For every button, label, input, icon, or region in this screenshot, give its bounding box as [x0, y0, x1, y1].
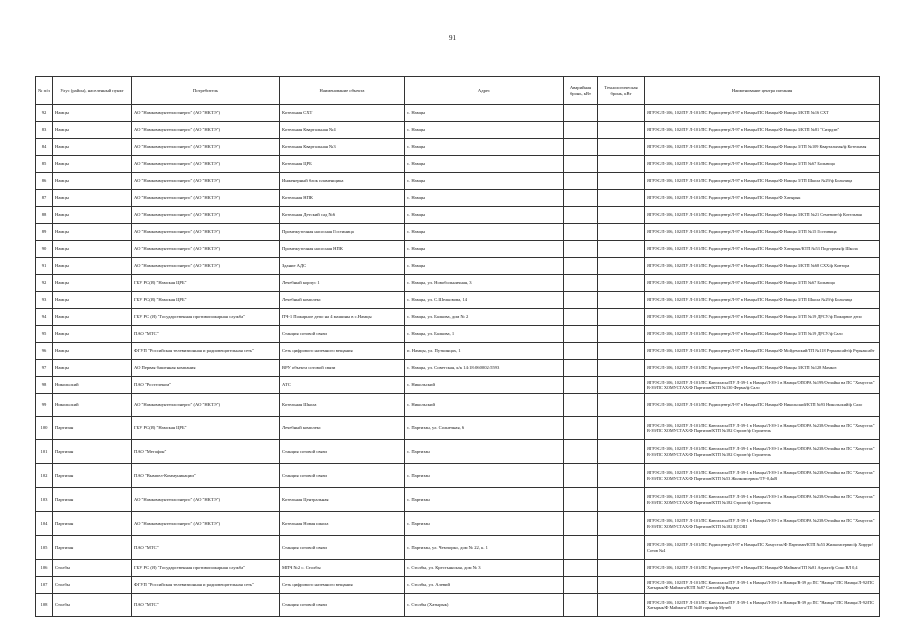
address: с. Столбы, ул. Крестьянская, дом № 3: [405, 560, 564, 577]
emergency-reserve: [564, 275, 598, 292]
table-row: [36, 156, 880, 173]
locality: Намцы: [53, 105, 132, 122]
emergency-reserve: [564, 190, 598, 207]
row-number: 96: [36, 343, 53, 360]
emergency-reserve: [564, 377, 598, 394]
table-row: [36, 139, 880, 156]
table-row: [36, 258, 880, 275]
object-name: АТС: [280, 377, 405, 394]
object-name: МПЧ №2 с. Столбы: [280, 560, 405, 577]
tech-reserve: [598, 207, 645, 224]
address: с. Намцы, ул. Новобольничная, 3: [405, 275, 564, 292]
object-name: Промежуточная насосная Гостиница: [280, 224, 405, 241]
object-name: Станция сотовой связи: [280, 464, 405, 488]
power-supply-center: ЯГРЭС/Л-106, 102/ПУ Л-101/ПС Радиоцентр/Л-97 в Намцы/ПС Намцы/Ф Никольский/КТП №93 Никольский/ф Сало: [645, 394, 880, 417]
column-header: Наименование центра питания: [645, 77, 880, 105]
object-name: Лечебный корпус 1: [280, 275, 405, 292]
address: с. Столбы (Хатырык): [405, 594, 564, 617]
tech-reserve: [598, 594, 645, 617]
table-row: [36, 512, 880, 536]
locality: Намцы: [53, 292, 132, 309]
power-supply-center: ЯГРЭС/Л-106, 102/ПУ Л-101/ПС Радиоцентр/Л-97 в Намцы/ПС Намцы/Ф Мойдемский/ТП №118 Ртрыаксайт/ф Ртрыаксайт: [645, 343, 880, 360]
power-supply-center: ЯГРЭС/Л-106, 102/ПУ Л-101/ПС Радиоцентр/Л-97 в Намцы/ПС Намцы/Ф Намцы 3/ТП №67 Больница: [645, 275, 880, 292]
object-name: Котельная НПК: [280, 190, 405, 207]
table-row: [36, 224, 880, 241]
table-body: [36, 105, 880, 617]
row-number: 101: [36, 440, 53, 464]
locality: Намцы: [53, 360, 132, 377]
table-row: [36, 207, 880, 224]
object-name: Станция сотовой связи: [280, 326, 405, 343]
object-name: Станция сотовой связи: [280, 594, 405, 617]
object-name: Станция сотовой связи: [280, 440, 405, 464]
tech-reserve: [598, 560, 645, 577]
locality: Столбы: [53, 577, 132, 594]
row-number: 88: [36, 207, 53, 224]
table-row: [36, 577, 880, 594]
emergency-reserve: [564, 512, 598, 536]
locality: Партизан: [53, 488, 132, 512]
row-number: 89: [36, 224, 53, 241]
tech-reserve: [598, 258, 645, 275]
emergency-reserve: [564, 241, 598, 258]
consumer: ПАО "Мегафон": [132, 440, 280, 464]
locality: Намцы: [53, 139, 132, 156]
address: с. Намцы: [405, 139, 564, 156]
row-number: 84: [36, 139, 53, 156]
address: с. Намцы: [405, 224, 564, 241]
tech-reserve: [598, 122, 645, 139]
table-row: [36, 377, 880, 394]
power-supply-center: ЯГРЭС/Л-106, 102/ПУ Л-101/ПС Радиоцентр/Л-97 в Намцы/ПС Намцы/Ф Хатырык: [645, 190, 880, 207]
row-number: 92: [36, 275, 53, 292]
locality: Намцы: [53, 207, 132, 224]
emergency-reserve: [564, 207, 598, 224]
address: с. Партизан: [405, 464, 564, 488]
object-name: Котельная Квартальная №3: [280, 139, 405, 156]
emergency-reserve: [564, 594, 598, 617]
tech-reserve: [598, 224, 645, 241]
table-row: [36, 440, 880, 464]
emergency-reserve: [564, 394, 598, 417]
address: с. Намцы, ул. Советская, к/к 14:18:060002:5593: [405, 360, 564, 377]
row-number: 106: [36, 560, 53, 577]
power-supply-center: ЯГРЭС/Л-106, 102/ПУ Л-101/ПС Кангаласы/ПУ Л-39-1 в Намцы/Л-39-1 в Намцы/В-39 до ПС "Намцы"/ПС Намцы/Л-92/ПС Хатырык/Ф Маймага/КТП №87 Сатагай/ф Выдача: [645, 577, 880, 594]
address: с. Намцы: [405, 258, 564, 275]
table-row: [36, 241, 880, 258]
consumer: ГБУ РС(Я) "Намская ЦРБ": [132, 417, 280, 440]
address: с. Намцы: [405, 241, 564, 258]
consumer: ПАО "МТС": [132, 536, 280, 560]
locality: Намцы: [53, 190, 132, 207]
consumer: АО Первая башенная компания: [132, 360, 280, 377]
consumer: АО "Намкоммунтеплоэнерго" (АО "НКТЭ"): [132, 173, 280, 190]
address: с. Партизан, ул. Солнечная, 6: [405, 417, 564, 440]
tech-reserve: [598, 190, 645, 207]
consumer: ПАО "Вымпел-Коммуникации": [132, 464, 280, 488]
tech-reserve: [598, 394, 645, 417]
power-supply-center: ЯГРЭС/Л-106, 102/ПУ Л-101/ПС Кангаласы/ПУ Л-39-1 в Намцы/Л-39-1 в Намцы/ОПОРА №238/Отпайка на ПС "Хомустах" В-39/ПС ХОМУСТАХ/Ф Партизан/КТП №182 Строит/ф Строитель: [645, 417, 880, 440]
emergency-reserve: [564, 105, 598, 122]
consumer: ГБУ РС (Я) "Государственная противопожарная служба": [132, 560, 280, 577]
emergency-reserve: [564, 292, 598, 309]
row-number: 99: [36, 394, 53, 417]
column-header: Улус (район), населенный пункт: [53, 77, 132, 105]
consumer: ПАО "МТС": [132, 594, 280, 617]
address: с. Намцы: [405, 122, 564, 139]
address: п. Намцы, ул. Путкинцах, 1: [405, 343, 564, 360]
address: с. Намцы, ул. С.Шелковова, 14: [405, 292, 564, 309]
row-number: 83: [36, 122, 53, 139]
object-name: Станция сотовой связи: [280, 536, 405, 560]
tech-reserve: [598, 440, 645, 464]
consumer: АО "Намкоммунтеплоэнерго" (АО "НКТЭ"): [132, 139, 280, 156]
table-row: [36, 275, 880, 292]
emergency-reserve: [564, 536, 598, 560]
object-name: Котельная Детский сад №6: [280, 207, 405, 224]
power-supply-center: ЯГРЭС/Л-106, 102/ПУ Л-101/ПС Радиоцентр/Л-97 в Намцы/ПС Хомустах/Ф Партизан/КТП №53 Жилкомсервис/ф Хирург/Сотов №4: [645, 536, 880, 560]
row-number: 87: [36, 190, 53, 207]
table-row: [36, 122, 880, 139]
table-header: [36, 77, 880, 105]
row-number: 95: [36, 326, 53, 343]
row-number: 100: [36, 417, 53, 440]
tech-reserve: [598, 275, 645, 292]
emergency-reserve: [564, 360, 598, 377]
tech-reserve: [598, 241, 645, 258]
row-number: 93: [36, 292, 53, 309]
emergency-reserve: [564, 156, 598, 173]
table-row: [36, 536, 880, 560]
object-name: Котельная СХТ: [280, 105, 405, 122]
locality: Намцы: [53, 156, 132, 173]
tech-reserve: [598, 343, 645, 360]
locality: Столбы: [53, 560, 132, 577]
row-number: 86: [36, 173, 53, 190]
emergency-reserve: [564, 122, 598, 139]
locality: Намцы: [53, 173, 132, 190]
row-number: 104: [36, 512, 53, 536]
emergency-reserve: [564, 464, 598, 488]
power-supply-center: ЯГРЭС/Л-106, 102/ПУ Л-101/ПС Радиоцентр/Л-97 в Намцы/ПС Намцы/Ф Намцы 3/ТП №15 Гостиница: [645, 224, 880, 241]
address: с. Намцы: [405, 105, 564, 122]
address: с. Намцы: [405, 156, 564, 173]
address: с. Намцы, ул. Балкова, дом № 2: [405, 309, 564, 326]
table-row: [36, 309, 880, 326]
row-number: 98: [36, 377, 53, 394]
row-number: 102: [36, 464, 53, 488]
table-row: [36, 594, 880, 617]
emergency-reserve: [564, 488, 598, 512]
emergency-reserve: [564, 309, 598, 326]
address: с. Партизан, ул. Чемчорко, дом № 22, к. 1: [405, 536, 564, 560]
row-number: 94: [36, 309, 53, 326]
power-supply-center: ЯГРЭС/Л-106, 102/ПУ Л-101/ПС Радиоцентр/Л-97 в Намцы/ПС Намцы/Ф Намцы 3/КТП №81 "Сиэрдэн": [645, 122, 880, 139]
row-number: 107: [36, 577, 53, 594]
consumer: АО "Намкоммунтеплоэнерго" (АО "НКТЭ"): [132, 224, 280, 241]
power-supply-center: ЯГРЭС/Л-106, 102/ПУ Л-101/ПС Кангаласы/ПУ Л-39-1 в Намцы/Л-39-1 в Намцы/ОПОРА №238/Отпайка на ПС "Хомустах" В-39/ПС ХОМУСТАХ/Ф Партизан/КТП №182 ЦСОШ: [645, 512, 880, 536]
consumer: ФГУП "Российская телевизионная и радиовещательная сеть": [132, 577, 280, 594]
tech-reserve: [598, 417, 645, 440]
consumer: АО "Намкоммунтеплоэнерго" (АО "НКТЭ"): [132, 207, 280, 224]
object-name: Здание АДС: [280, 258, 405, 275]
table-row: [36, 105, 880, 122]
object-name: Котельная Школа: [280, 394, 405, 417]
locality: Намцы: [53, 258, 132, 275]
object-name: Сеть цифрового наземного вещания: [280, 577, 405, 594]
locality: Намцы: [53, 275, 132, 292]
consumer: АО "Намкоммунтеплоэнерго" (АО "НКТЭ"): [132, 122, 280, 139]
locality: Намцы: [53, 343, 132, 360]
emergency-reserve: [564, 326, 598, 343]
supply-table: [35, 76, 880, 617]
tech-reserve: [598, 139, 645, 156]
locality: Партизан: [53, 536, 132, 560]
table-row: [36, 173, 880, 190]
consumer: ПАО "МТС": [132, 326, 280, 343]
tech-reserve: [598, 105, 645, 122]
object-name: Сеть цифрового наземного вещания: [280, 343, 405, 360]
emergency-reserve: [564, 173, 598, 190]
consumer: АО "Намкоммунтеплоэнерго" (АО "НКТЭ"): [132, 190, 280, 207]
consumer: ПАО "Ростелеком": [132, 377, 280, 394]
address: с. Партизан: [405, 488, 564, 512]
table-row: [36, 343, 880, 360]
tech-reserve: [598, 488, 645, 512]
locality: Никольский: [53, 377, 132, 394]
consumer: ФГУП "Российская телевизионная и радиовещательная сеть": [132, 343, 280, 360]
table-row: [36, 326, 880, 343]
table-row: [36, 464, 880, 488]
locality: Столбы: [53, 594, 132, 617]
consumer: АО "Намкоммунтеплоэнерго" (АО "НКТЭ"): [132, 394, 280, 417]
power-supply-center: ЯГРЭС/Л-106, 102/ПУ Л-101/ПС Радиоцентр/Л-97 в Намцы/ПС Намцы/Ф Намцы 3/ТП №67 Больница: [645, 156, 880, 173]
consumer: АО "Намкоммунтеплоэнерго" (АО "НКТЭ"): [132, 258, 280, 275]
tech-reserve: [598, 464, 645, 488]
emergency-reserve: [564, 224, 598, 241]
power-supply-center: ЯГРЭС/Л-106, 102/ПУ Л-101/ПС Кангаласы/ПУ Л-39-1 в Намцы/Л-39-1 в Намцы/ОПОРА №238/Отпайка на ПС "Хомустах" В-39/ПС ХОМУСТАХ/Ф Партизан/КТП №182 Строит/ф Строитель: [645, 440, 880, 464]
power-supply-center: ЯГРЭС/Л-106, 102/ПУ Л-101/ПС Кангаласы/ПУ Л-39-1 в Намцы/Л-39-1 в Намцы/ОПОРА №238/Отпайка на ПС "Хомустах" В-39/ПС ХОМУСТАХ/Ф Партизан/КТП №53 Жилкомсервис/ТУ-0,4кВ: [645, 464, 880, 488]
consumer: АО "Намкоммунтеплоэнерго" (АО "НКТЭ"): [132, 512, 280, 536]
emergency-reserve: [564, 560, 598, 577]
address: с. Никольский: [405, 394, 564, 417]
object-name: ВРУ объекта сотовой связи: [280, 360, 405, 377]
tech-reserve: [598, 577, 645, 594]
consumer: АО "Намкоммунтеплоэнерго" (АО "НКТЭ"): [132, 105, 280, 122]
consumer: АО "Намкоммунтеплоэнерго" (АО "НКТЭ"): [132, 241, 280, 258]
tech-reserve: [598, 292, 645, 309]
power-supply-center: ЯГРЭС/Л-106, 102/ПУ Л-101/ПС Радиоцентр/Л-97 в Намцы/ПС Намцы/Ф Хатырык/КТП №53 Подгорная/ф Школа: [645, 241, 880, 258]
emergency-reserve: [564, 417, 598, 440]
locality: Намцы: [53, 122, 132, 139]
locality: Намцы: [53, 224, 132, 241]
object-name: Инженерный блок пламенщика: [280, 173, 405, 190]
page-number: 91: [449, 34, 456, 42]
consumer: ГБУ РС (Я) "Государственная противопожарная служба": [132, 309, 280, 326]
object-name: Котельная Квартальная №4: [280, 122, 405, 139]
address: с. Партизан: [405, 440, 564, 464]
consumer: ГБУ РС(Я) "Намская ЦРБ": [132, 292, 280, 309]
column-header: Технологическая бронь, кВт: [598, 77, 645, 105]
locality: Партизан: [53, 464, 132, 488]
power-supply-center: ЯГРЭС/Л-106, 102/ПУ Л-101/ПС Радиоцентр/Л-97 в Намцы/ПС Намцы/Ф Намцы 3/ТП Школа №29/ф Больница: [645, 173, 880, 190]
locality: Партизан: [53, 512, 132, 536]
power-supply-center: ЯГРЭС/Л-106, 102/ПУ Л-101/ПС Радиоцентр/Л-97 в Намцы/ПС Намцы/Ф Намцы 3/ТП Школа №29/ф Больница: [645, 292, 880, 309]
address: с. Намцы: [405, 173, 564, 190]
emergency-reserve: [564, 440, 598, 464]
power-supply-center: ЯГРЭС/Л-106, 102/ПУ Л-101/ПС Кангаласы/ПУ Л-39-1 в Намцы/Л-39-1 в Намцы/ОПОРА №199/Отпайка на ПС "Хомустах" В-39/ПС ХОМУСТАХ/Ф Партизан/КТП №130 Ферма/ф Сало: [645, 377, 880, 394]
address: с. Намцы, ул. Балкова, 1: [405, 326, 564, 343]
consumer: АО "Намкоммунтеплоэнерго" (АО "НКТЭ"): [132, 488, 280, 512]
object-name: Котельная Новая школа: [280, 512, 405, 536]
power-supply-center: ЯГРЭС/Л-106, 102/ПУ Л-101/ПС Радиоцентр/Л-97 в Намцы/ПС Намцы/Ф Маймага/ТП №81 Аграхт/ф Соко ВЛ 0,4: [645, 560, 880, 577]
tech-reserve: [598, 173, 645, 190]
address: с. Намцы: [405, 207, 564, 224]
column-header: Наименование объекта: [280, 77, 405, 105]
power-supply-center: ЯГРЭС/Л-106, 102/ПУ Л-101/ПС Радиоцентр/Л-97 в Намцы/ПС Намцы/Ф Намцы 3/КТП №16 СХТ: [645, 105, 880, 122]
table-row: [36, 360, 880, 377]
object-name: Лечебный комплекс: [280, 292, 405, 309]
locality: Партизан: [53, 417, 132, 440]
locality: Партизан: [53, 440, 132, 464]
table-row: [36, 190, 880, 207]
row-number: 91: [36, 258, 53, 275]
power-supply-center: ЯГРЭС/Л-106, 102/ПУ Л-101/ПС Радиоцентр/Л-97 в Намцы/ПС Намцы/Ф Намцы 3/ТП №109 Квартальная/ф Котельная: [645, 139, 880, 156]
table-row: [36, 394, 880, 417]
row-number: 92: [36, 105, 53, 122]
row-number: 97: [36, 360, 53, 377]
table-row: [36, 417, 880, 440]
object-name: Промежуточная насосная НПК: [280, 241, 405, 258]
row-number: 108: [36, 594, 53, 617]
table-row: [36, 488, 880, 512]
locality: Намцы: [53, 241, 132, 258]
power-supply-center: ЯГРЭС/Л-106, 102/ПУ Л-101/ПС Радиоцентр/Л-97 в Намцы/ПС Намцы/Ф Намцы 3/ТП №19 ДРСУ/ф Пожарное депо: [645, 309, 880, 326]
row-number: 85: [36, 156, 53, 173]
column-header: Потребитель: [132, 77, 280, 105]
tech-reserve: [598, 156, 645, 173]
object-name: Котельная ЦРБ: [280, 156, 405, 173]
power-supply-center: ЯГРЭС/Л-106, 102/ПУ Л-101/ПС Радиоцентр/Л-97 в Намцы/ПС Намцы/Ф Намцы 3/КТП №21 Семеновт/ф Котельная: [645, 207, 880, 224]
emergency-reserve: [564, 258, 598, 275]
row-number: 105: [36, 536, 53, 560]
locality: Намцы: [53, 309, 132, 326]
address: с. Намцы: [405, 190, 564, 207]
object-name: Лечебный комплекс: [280, 417, 405, 440]
power-supply-center: ЯГРЭС/Л-106, 102/ПУ Л-101/ПС Радиоцентр/Л-97 в Намцы/ПС Намцы/Ф Намцы 3/КТП №128 Мамкоз: [645, 360, 880, 377]
power-supply-center: ЯГРЭС/Л-106, 102/ПУ Л-101/ПС Кангаласы/ПУ Л-39-1 в Намцы/Л-39-1 в Намцы/В-39 до ПС "Намцы"/ПС Намцы/Л-92/ПС Хатырык/Ф Маймага/ТП №40 гараж/ф Музей: [645, 594, 880, 617]
address: с. Столбы, ул. Алевий: [405, 577, 564, 594]
table-row: [36, 560, 880, 577]
column-header: Аварийная бронь, кВт: [564, 77, 598, 105]
column-header: Адрес: [405, 77, 564, 105]
emergency-reserve: [564, 139, 598, 156]
power-supply-center: ЯГРЭС/Л-106, 102/ПУ Л-101/ПС Кангаласы/ПУ Л-39-1 в Намцы/Л-39-1 в Намцы/ОПОРА №238/Отпайка на ПС "Хомустах" В-39/ПС ХОМУСТАХ/Ф Партизан/КТП №182 Строит/ф Строитель: [645, 488, 880, 512]
power-supply-center: ЯГРЭС/Л-106, 102/ПУ Л-101/ПС Радиоцентр/Л-97 в Намцы/ПС Намцы/Ф Намцы 3/ТП №19 ДРСУ/ф Сало: [645, 326, 880, 343]
address: с. Никольский: [405, 377, 564, 394]
address: с. Партизан: [405, 512, 564, 536]
locality: Намцы: [53, 326, 132, 343]
row-number: 90: [36, 241, 53, 258]
object-name: ПЧ-1 Пожарное депо на 4 машины в с.Намцы: [280, 309, 405, 326]
power-supply-center: ЯГРЭС/Л-106, 102/ПУ Л-101/ПС Радиоцентр/Л-97 в Намцы/ПС Намцы/Ф Намцы 3/КТП №68 СХХ/ф Контора: [645, 258, 880, 275]
table-row: [36, 292, 880, 309]
emergency-reserve: [564, 343, 598, 360]
column-header: № п/п: [36, 77, 53, 105]
locality: Никольский: [53, 394, 132, 417]
tech-reserve: [598, 309, 645, 326]
tech-reserve: [598, 377, 645, 394]
emergency-reserve: [564, 577, 598, 594]
row-number: 103: [36, 488, 53, 512]
tech-reserve: [598, 536, 645, 560]
object-name: Котельная Центральная: [280, 488, 405, 512]
tech-reserve: [598, 326, 645, 343]
consumer: ГБУ РС(Я) "Намская ЦРБ": [132, 275, 280, 292]
tech-reserve: [598, 360, 645, 377]
consumer: АО "Намкоммунтеплоэнерго" (АО "НКТЭ"): [132, 156, 280, 173]
tech-reserve: [598, 512, 645, 536]
